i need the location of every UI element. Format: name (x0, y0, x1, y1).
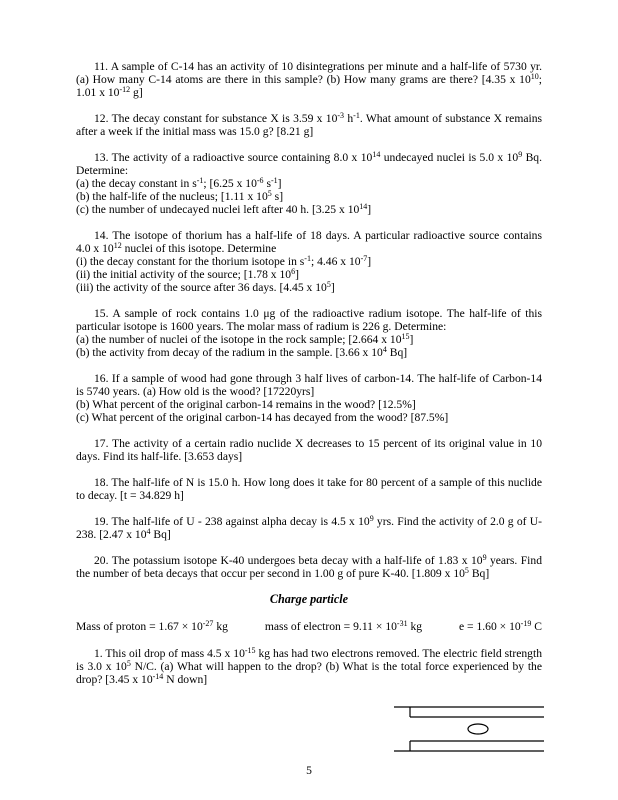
problem-18: 18. The half-life of N is 15.0 h. How long does it take for 80 percent of a sample of this nuclide to decay. [t = 34.829 h] (76, 476, 542, 502)
problem-20: 20. The potassium isotope K-40 undergoes beta decay with a half-life of 1.83 x $10^9$ years. Find the number of beta decays that occur per second in 1.00 g of pure K-40. [1.809 x $10^5$ Bq] (76, 553, 542, 580)
problem-14-text: 14. The isotope of thorium has a half-life of 18 days. A particular radioactive source contains 4.0 x $10^{12}$ nuclei of this isotope. Determine (76, 229, 542, 255)
capacitor-diagram (76, 699, 548, 760)
problem-13-part-b: (b) the half-life of the nucleus; [1.11 x $10^5$ s] (76, 189, 284, 203)
problem-15-part-b: (b) the activity from decay of the radium in the sample. [3.66 x $10^4$ Bq] (76, 345, 408, 359)
problem-19: 19. The half-life of U - 238 against alpha decay is 4.5 x $10^9$ yrs. Find the activity of 2.0 g of U-238. [2.47 x $10^4$ Bq] (76, 514, 542, 541)
problem-16 (76, 372, 542, 424)
problem-14-part-iii: (iii) the activity of the source after 36 days. [4.45 x $10^5$] (76, 280, 335, 294)
problem-13-part-a: (a) the decay constant in $s^{-1}$; [6.25 x $10^{-6}$ $s^{-1}$] (76, 176, 282, 190)
constants-line (76, 620, 542, 633)
problem-15-part-a: (a) the number of nuclei of the isotope in the rock sample; [2.664 x $10^{15}$] (76, 332, 414, 346)
problem-16-text: 16. If a sample of wood had gone through 3 half lives of carbon-14. The half-life of Carbon-14 is 5740 years. (a) How old is the wood? [17220yrs] (76, 372, 542, 398)
capacitor-diagram-drawing (388, 699, 548, 757)
problem-11: 11. A sample of C-14 has an activity of 10 disintegrations per minute and a half-life of 5730 yr. (a) How many C-14 atoms are there in this sample? (b) How many grams are there? [4.35 x $10^{10}$; 1.01 x $10^{-12}$ g] (76, 60, 542, 99)
problem-16-part-b: (b) What percent of the original carbon-14 remains in the wood? [12.5%] (76, 398, 416, 411)
problem-15 (76, 307, 542, 359)
problem-14-part-i: (i) the decay constant for the thorium isotope in $s^{-1}$; 4.46 x $10^{-7}$] (76, 254, 372, 268)
problem-14-part-ii: (ii) the initial activity of the source; [1.78 x $10^6$] (76, 267, 299, 281)
problem-13-part-c: (c) the number of undecayed nuclei left after 40 h. [3.25 x $10^{14}$] (76, 202, 372, 216)
section-heading: Charge particle (269, 592, 349, 606)
problem-13 (76, 151, 542, 216)
electron-mass-value: mass of electron = $9.11 \times 10^{-31}$ kg (264, 619, 423, 633)
charge-problem-1: 1. This oil drop of mass 4.5 x $10^{-15}$ kg has had two electrons removed. The electric field strength is 3.0 x $10^5$ N/C. (a) What will happen to the drop? (b) What is the total force experienced by the drop? [3.45 x $10^{-14}$ N down] (76, 646, 543, 686)
problem-13-text: 13. The activity of a radioactive source containing 8.0 x $10^{14}$ undecayed nuclei is 5.0 x $10^9$ Bq. Determine: (76, 150, 543, 177)
page-number: 5 (306, 764, 312, 777)
problem-15-text: 15. A sample of rock contains 1.0 μg of the radioactive radium isotope. The half-life of this particular isotope is 1600 years. The molar mass of radium is 226 g. Determine: (76, 307, 542, 333)
problem-17: 17. The activity of a certain radio nuclide X decreases to 15 percent of its original value in 10 days. Find its half-life. [3.653 days] (76, 437, 542, 463)
problem-14 (76, 229, 542, 294)
problem-16-part-c: (c) What percent of the original carbon-14 has decayed from the wood? [87.5%] (76, 411, 449, 424)
oil-drop-icon (468, 724, 488, 734)
problem-12: 12. The decay constant for substance X is 3.59 x $10^{-3}$ $h^{-1}$. What amount of substance X remains after a week if the initial mass was 15.0 g? [8.21 g] (76, 111, 543, 138)
elementary-charge-value: $e = 1.60 \times 10^{-19}$ C (458, 619, 542, 633)
proton-mass-value: Mass of proton = $1.67 \times 10^{-27}$ kg (76, 619, 228, 633)
